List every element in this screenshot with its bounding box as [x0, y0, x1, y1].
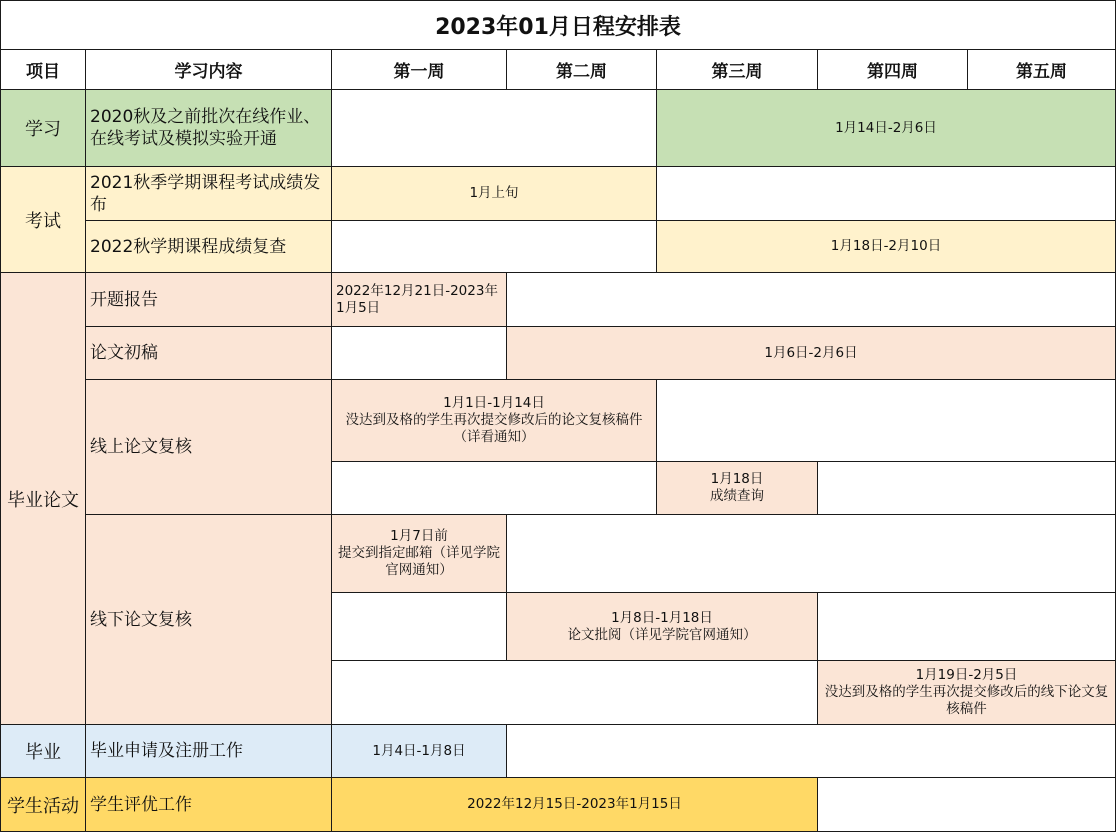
empty-cell [507, 725, 1116, 778]
table-title: 2023年01月日程安排表 [0, 0, 1116, 50]
empty-cell [657, 167, 1116, 221]
schedule-online-review-2: 1月18日 成绩查询 [657, 462, 818, 515]
category-thesis: 毕业论文 [0, 273, 86, 725]
category-graduation: 毕业 [0, 725, 86, 778]
schedule-thesis-draft: 1月6日-2月6日 [507, 327, 1116, 380]
schedule-student-award: 2022年12月15日-2023年1月15日 [332, 778, 818, 832]
item-thesis-proposal: 开题报告 [86, 273, 332, 327]
item-thesis-draft: 论文初稿 [86, 327, 332, 380]
header-week-2: 第二周 [507, 50, 657, 90]
empty-cell [818, 593, 1116, 661]
empty-cell [818, 778, 1116, 832]
header-week-4: 第四周 [818, 50, 968, 90]
schedule-offline-review-3: 1月19日-2月5日 没达到及格的学生再次提交修改后的线下论文复核稿件 [818, 661, 1116, 725]
schedule-offline-review-2: 1月8日-1月18日 论文批阅（详见学院官网通知） [507, 593, 818, 661]
schedule-online-review-1: 1月1日-1月14日 没达到及格的学生再次提交修改后的论文复核稿件（详看通知） [332, 380, 657, 462]
schedule-graduation-apply: 1月4日-1月8日 [332, 725, 507, 778]
schedule-thesis-proposal: 2022年12月21日-2023年1月5日 [332, 273, 507, 327]
empty-cell [657, 380, 1116, 462]
empty-cell [818, 462, 1116, 515]
empty-cell [332, 593, 507, 661]
item-thesis-offline-review: 线下论文复核 [86, 515, 332, 725]
header-project: 项目 [0, 50, 86, 90]
item-exam-review: 2022秋学期课程成绩复查 [86, 221, 332, 273]
schedule-study-online: 1月14日-2月6日 [657, 90, 1116, 167]
empty-cell [332, 661, 818, 725]
item-graduation-apply: 毕业申请及注册工作 [86, 725, 332, 778]
empty-cell [332, 221, 657, 273]
item-study-online: 2020秋及之前批次在线作业、在线考试及模拟实验开通 [86, 90, 332, 167]
item-thesis-online-review: 线上论文复核 [86, 380, 332, 515]
header-week-1: 第一周 [332, 50, 507, 90]
empty-cell [507, 273, 1116, 327]
empty-cell [332, 90, 657, 167]
empty-cell [332, 462, 657, 515]
schedule-offline-review-1: 1月7日前 提交到指定邮箱（详见学院官网通知） [332, 515, 507, 593]
category-study: 学习 [0, 90, 86, 167]
header-week-5: 第五周 [968, 50, 1116, 90]
category-activity: 学生活动 [0, 778, 86, 832]
category-exam: 考试 [0, 167, 86, 273]
item-student-award: 学生评优工作 [86, 778, 332, 832]
empty-cell [507, 515, 1116, 593]
header-content: 学习内容 [86, 50, 332, 90]
schedule-exam-review: 1月18日-2月10日 [657, 221, 1116, 273]
header-week-3: 第三周 [657, 50, 818, 90]
empty-cell [332, 327, 507, 380]
schedule-exam-results: 1月上旬 [332, 167, 657, 221]
item-exam-results: 2021秋季学期课程考试成绩发布 [86, 167, 332, 221]
